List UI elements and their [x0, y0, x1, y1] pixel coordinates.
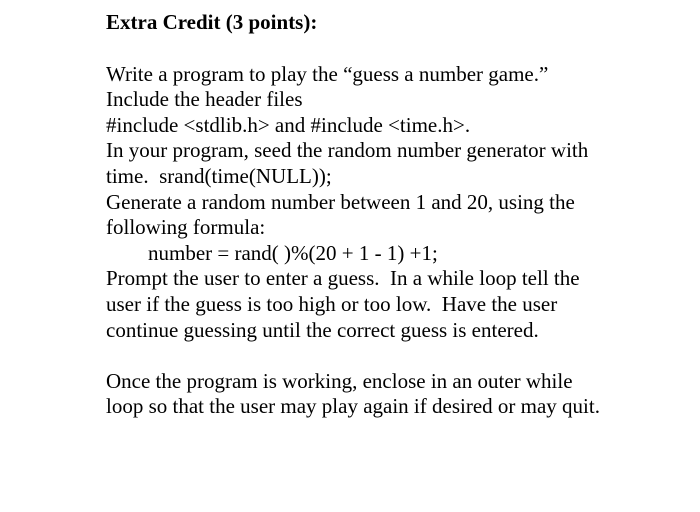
text-line: #include <stdlib.h> and #include <time.h>. — [106, 112, 471, 137]
text-line: Include the header files — [106, 87, 303, 112]
formula-line: number = rand( )%(20 + 1 - 1) +1; — [148, 240, 438, 265]
text-line: user if the guess is too high or too low. Have the user — [106, 291, 558, 316]
text-line: Prompt the user to enter a guess. In a while loop tell the — [106, 266, 580, 291]
instructions-paragraph — [106, 62, 686, 344]
text-line: loop so that the user may play again if desired or may quit. — [106, 394, 600, 419]
spacer — [106, 36, 686, 62]
text-line: Generate a random number between 1 and 20, using the — [106, 189, 575, 214]
text-line: Once the program is working, enclose in an outer while — [106, 368, 573, 393]
extra-credit-heading: Extra Credit (3 points): — [106, 10, 318, 34]
text-line: In your program, seed the random number generator with — [106, 138, 589, 163]
text-line: Write a program to play the “guess a number game.” — [106, 61, 549, 86]
document-content — [106, 10, 686, 420]
text-line: continue guessing until the correct guess is entered. — [106, 317, 539, 342]
outer-loop-paragraph — [106, 369, 686, 420]
text-line: time. srand(time(NULL)); — [106, 163, 332, 188]
spacer — [106, 343, 686, 369]
text-line: following formula: — [106, 215, 266, 240]
